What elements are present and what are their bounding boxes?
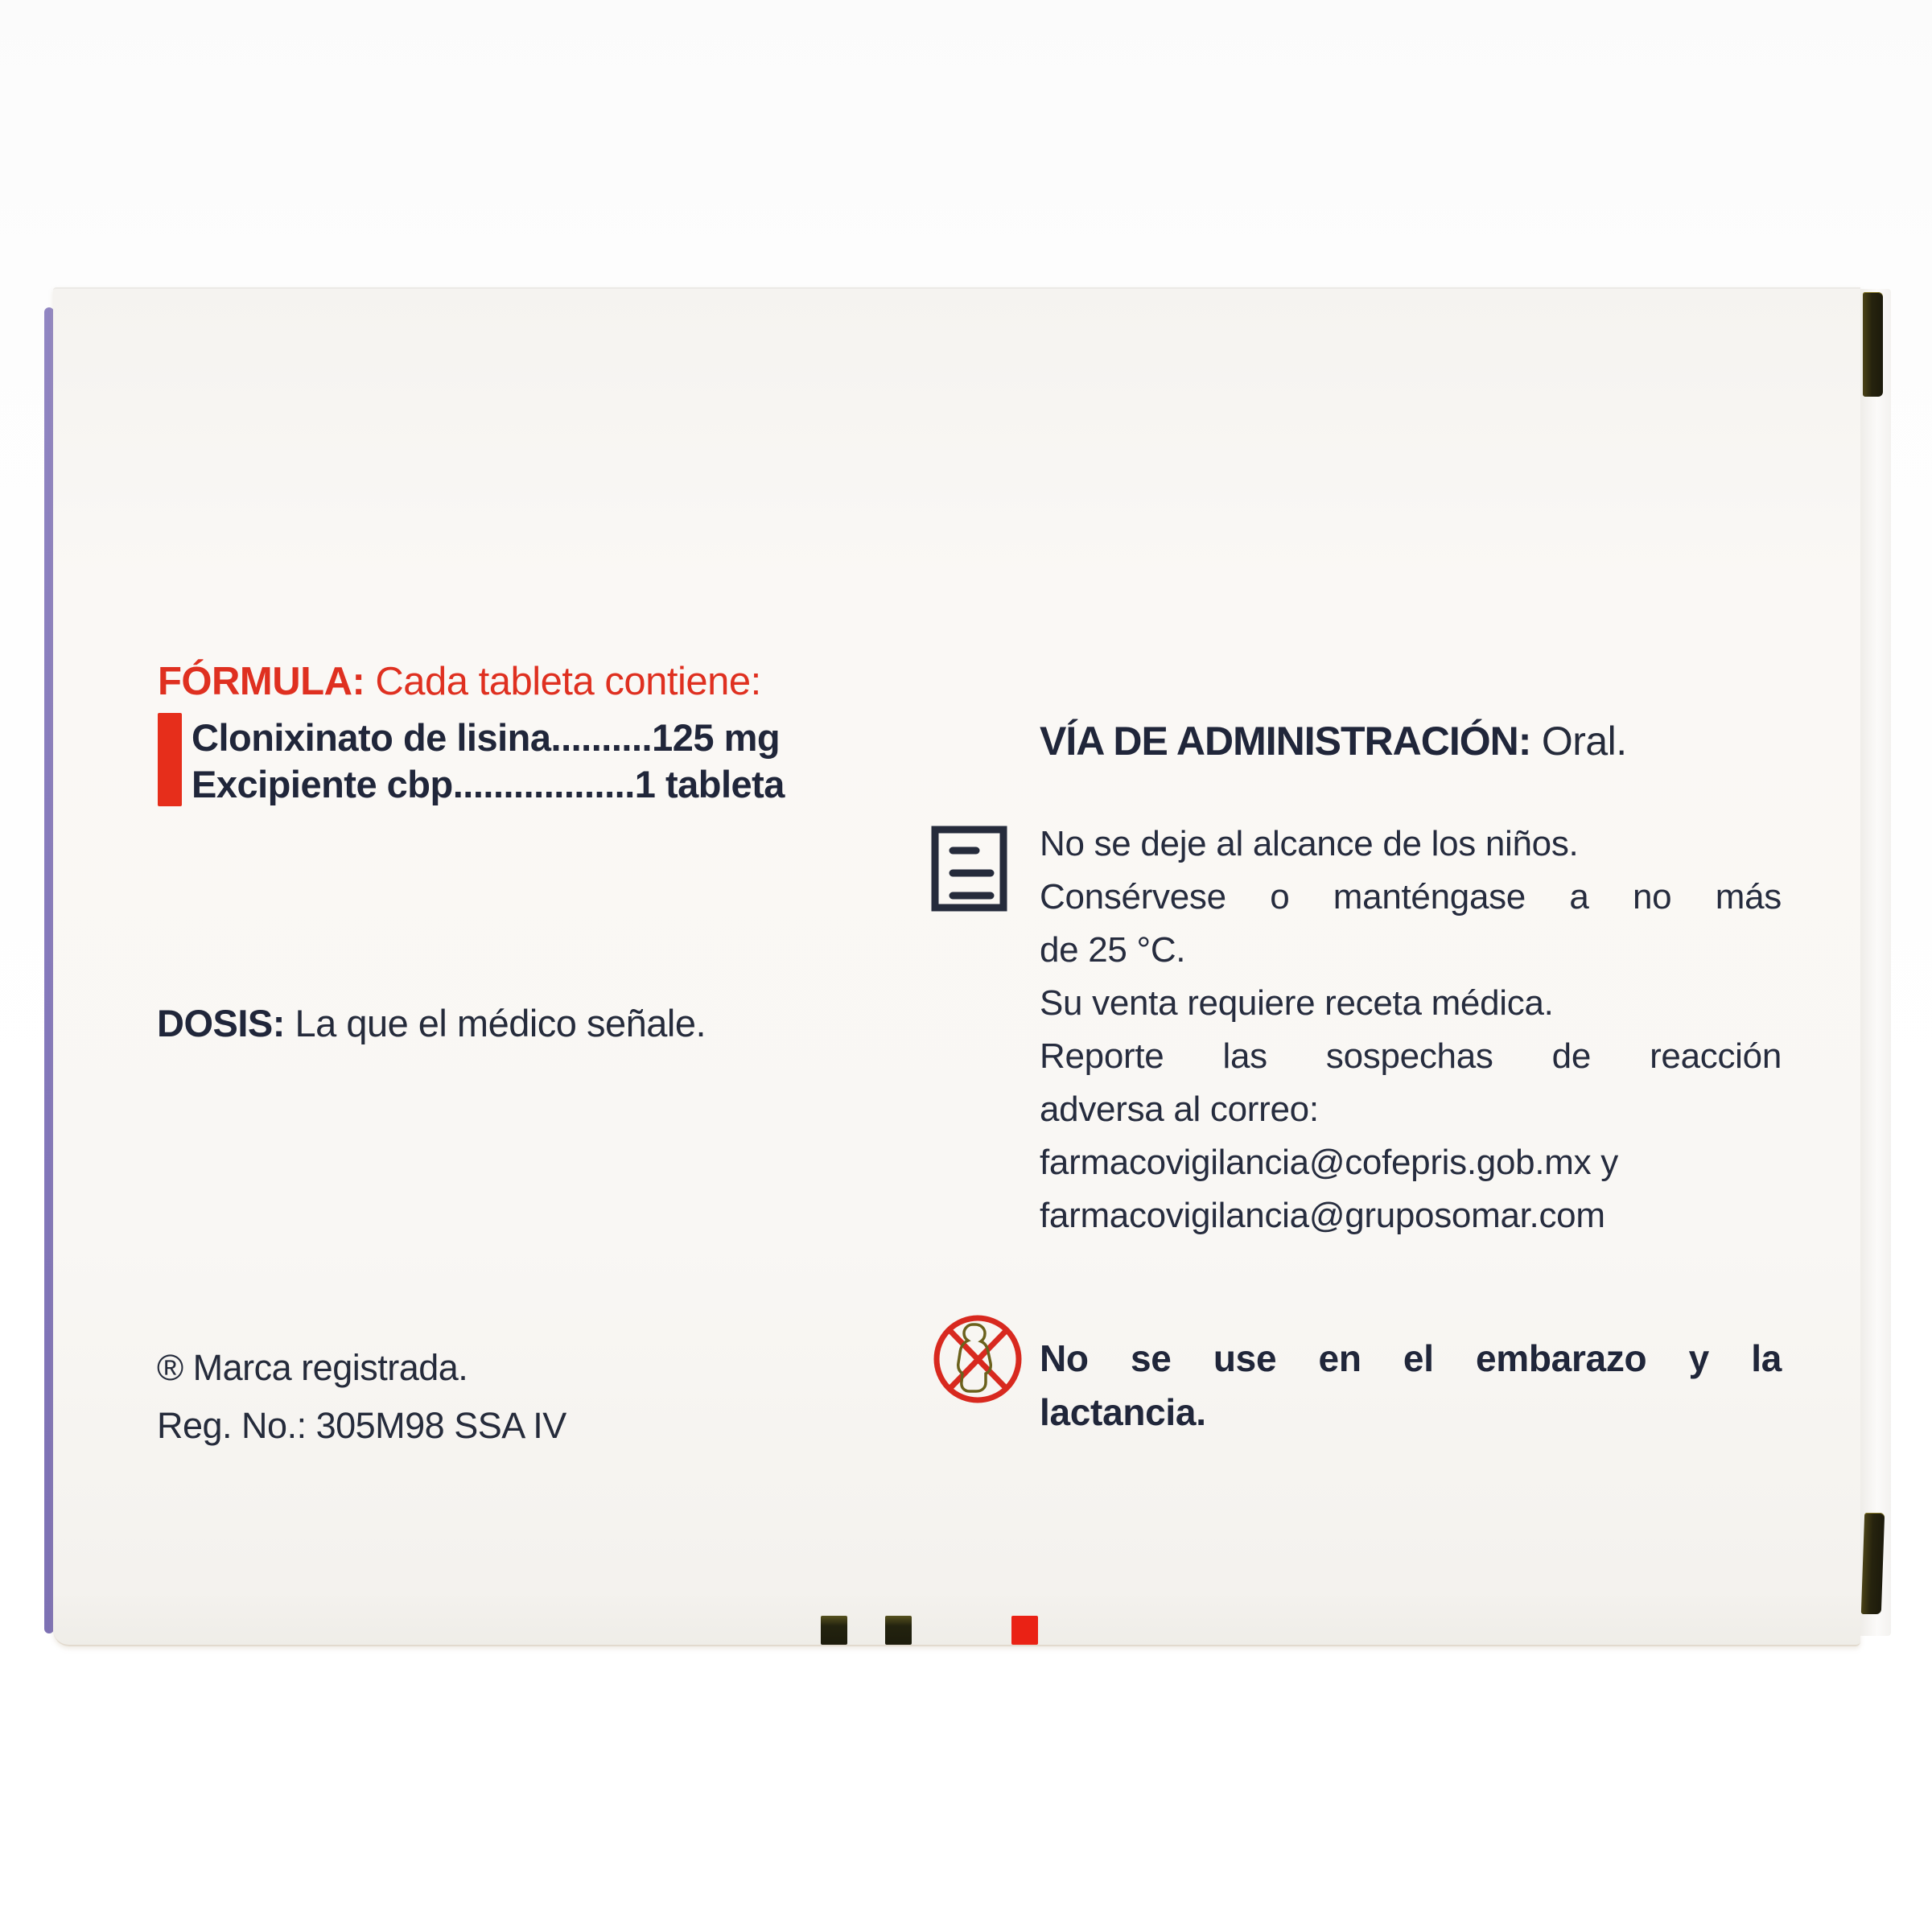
pharmacovigilance-email-cofepris: farmacovigilancia@cofepris.gob.mx y <box>1040 1143 1618 1182</box>
formula-ingredients <box>158 713 785 808</box>
edge-print-mark <box>1861 1513 1885 1614</box>
ingredient-row: Excipiente cbp..................1 tableta <box>192 763 785 805</box>
pregnancy-warning-text <box>1040 1332 1782 1440</box>
administration-route-label: VÍA DE ADMINISTRACIÓN: <box>1040 719 1531 764</box>
edge-print-mark <box>1863 292 1883 397</box>
leaflet-icon <box>931 826 1007 912</box>
formula-heading <box>158 657 761 706</box>
carton-back-panel <box>53 287 1860 1646</box>
dosage-label: DOSIS: <box>157 1002 285 1044</box>
print-mark-red <box>1011 1616 1038 1645</box>
pregnancy-warning-line: No se use en el embarazo y la <box>1040 1337 1782 1379</box>
pregnancy-warning-line: lactancia. <box>1040 1391 1206 1433</box>
precaution-line: Su venta requiere receta médica. <box>1040 983 1554 1023</box>
no-pregnancy-icon <box>930 1313 1025 1405</box>
formula-label: FÓRMULA: <box>158 660 365 703</box>
pharmacovigilance-email-gruposomar: farmacovigilancia@gruposomar.com <box>1040 1196 1605 1235</box>
precaution-line: de 25 °C. <box>1040 930 1186 970</box>
print-mark-dark <box>821 1616 847 1645</box>
administration-route-value: Oral. <box>1541 719 1627 764</box>
precaution-line: No se deje al alcance de los niños. <box>1040 824 1579 863</box>
ingredient-row: Clonixinato de lisina..........125 mg <box>192 716 781 759</box>
precaution-line: Consérvese o manténgase a no más <box>1040 877 1782 917</box>
registration-block <box>157 1339 566 1455</box>
precaution-line: Reporte las sospechas de reacción <box>1040 1036 1782 1076</box>
dosage-line <box>157 1000 706 1047</box>
administration-route-line <box>1040 717 1627 765</box>
ingredient-rows <box>192 713 785 808</box>
registration-number: Reg. No.: 305M98 SSA IV <box>157 1405 566 1446</box>
box-right-side-panel <box>1860 289 1891 1636</box>
formula-subtitle: Cada tableta contiene: <box>375 660 761 703</box>
print-mark-dark <box>885 1616 912 1645</box>
trademark-line: ® Marca registrada. <box>157 1347 468 1388</box>
precautions-text <box>1040 818 1782 1242</box>
dosage-text: La que el médico señale. <box>295 1002 706 1044</box>
precaution-line: adversa al correo: <box>1040 1090 1319 1129</box>
red-accent-bar <box>158 713 182 806</box>
